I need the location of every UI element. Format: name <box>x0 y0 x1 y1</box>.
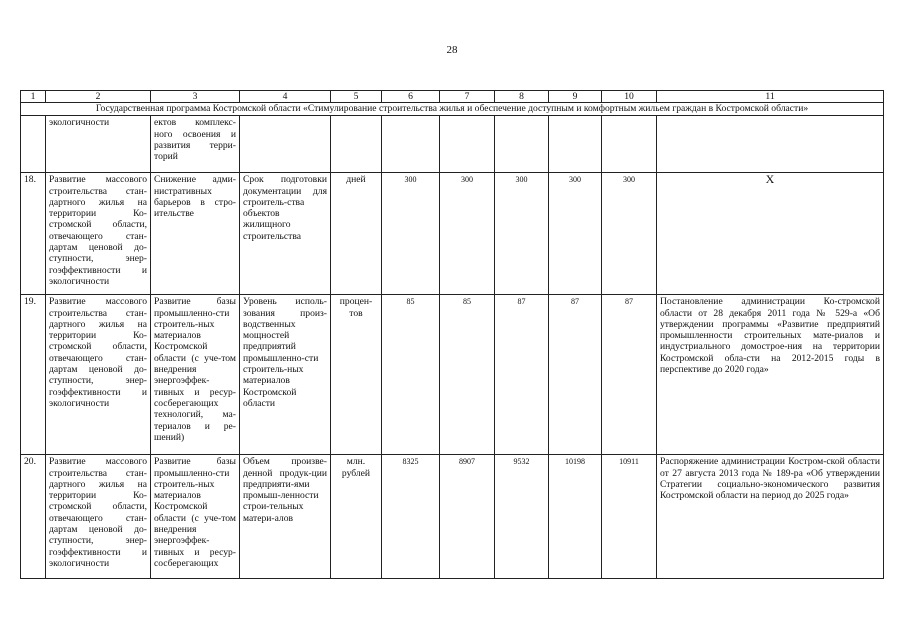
header-cell: 8 <box>495 91 549 103</box>
value-cell: 300 <box>495 173 549 295</box>
indicator-cell: Объем произве-денной продук-ции предприяти-ями промыш-ленности строи-тельных матери-алов <box>240 455 331 579</box>
value-cell: 87 <box>549 295 602 455</box>
basis-cell: Постановление администрации Ко-стромской области от 28 декабря 2011 года № 529-а «Об утверждении программы «Развитие предприятий промышленности строительных мате-риалов и индустриального домострое-ния на территории Костромской обла-сти на 2012-2015 годы в перспективе до 2020 года» <box>657 295 884 455</box>
program-title: Государственная программа Костромской области «Стимулирование строительства жилья и обеспечение доступным и комфортным жильем граждан в Костромской области» <box>21 103 884 116</box>
unit-cell: дней <box>331 173 382 295</box>
value-cell: 87 <box>495 295 549 455</box>
task-cell: ектов комплекс-ного освоения и развития терри-торий <box>151 116 240 173</box>
header-cell: 9 <box>549 91 602 103</box>
header-cell: 6 <box>382 91 440 103</box>
header-cell: 1 <box>21 91 46 103</box>
task-cell: Развитие базы промышленно-сти строитель-ных материалов Костромской области (с уче-том внедрения энергоэффек-тивных и ресур-сосберегающих технологий, ма-териалов и ре-шений) <box>151 295 240 455</box>
header-cell: 4 <box>240 91 331 103</box>
row-number: 20. <box>21 455 46 579</box>
table-row <box>21 173 884 295</box>
value-cell: 300 <box>382 173 440 295</box>
value-cell: 9532 <box>495 455 549 579</box>
indicators-table <box>20 90 884 579</box>
value-cell <box>495 116 549 173</box>
row-number: 19. <box>21 295 46 455</box>
basis-cell: Распоряжение администрации Костром-ской области от 27 августа 2013 года № 189-ра «Об утверждении Стратегии социально-экономического развития Костромской области на период до 2025 года» <box>657 455 884 579</box>
unit-cell <box>331 116 382 173</box>
header-cell: 7 <box>440 91 495 103</box>
header-cell: 11 <box>657 91 884 103</box>
goal-cell: экологичности <box>46 116 151 173</box>
header-cell: 2 <box>46 91 151 103</box>
num-cell <box>21 116 46 173</box>
basis-cell: X <box>657 173 884 295</box>
header-cell: 10 <box>602 91 657 103</box>
indicator-cell: Срок подготовки документации для строитель-ства объектов жилищного строительства <box>240 173 331 295</box>
header-cell: 5 <box>331 91 382 103</box>
goal-cell: Развитие массового строительства стан-дартного жилья на территории Ко-стромской области, отвечающего стан-дартам ценовой до-ступности, энер-гоэффективности и экологичности <box>46 455 151 579</box>
header-row <box>21 91 884 103</box>
value-cell <box>440 116 495 173</box>
unit-cell: процен-тов <box>331 295 382 455</box>
value-cell: 300 <box>440 173 495 295</box>
value-cell <box>382 116 440 173</box>
row-number: 18. <box>21 173 46 295</box>
value-cell: 87 <box>602 295 657 455</box>
indicator-cell <box>240 116 331 173</box>
value-cell: 10911 <box>602 455 657 579</box>
value-cell: 300 <box>549 173 602 295</box>
value-cell: 8325 <box>382 455 440 579</box>
program-title-row <box>21 103 884 116</box>
value-cell <box>602 116 657 173</box>
table-row <box>21 455 884 579</box>
basis-cell <box>657 116 884 173</box>
table-row <box>21 295 884 455</box>
value-cell: 300 <box>602 173 657 295</box>
value-cell: 85 <box>440 295 495 455</box>
continuation-row <box>21 116 884 173</box>
value-cell: 85 <box>382 295 440 455</box>
value-cell: 8907 <box>440 455 495 579</box>
task-cell: Снижение адми-нистративных барьеров в стро-ительстве <box>151 173 240 295</box>
task-cell: Развитие базы промышленно-сти строитель-ных материалов Костромской области (с уче-том внедрения энергоэффек-тивных и ресур-сосберегающих <box>151 455 240 579</box>
header-cell: 3 <box>151 91 240 103</box>
indicator-cell: Уровень исполь-зования произ-водственных мощностей предприятий промышленно-сти строитель-ных материалов Костромской области <box>240 295 331 455</box>
value-cell <box>549 116 602 173</box>
goal-cell: Развитие массового строительства стан-дартного жилья на территории Ко-стромской области, отвечающего стан-дартам ценовой до-ступности, энер-гоэффективности и экологичности <box>46 295 151 455</box>
goal-cell: Развитие массового строительства стан-дартного жилья на территории Ко-стромской области, отвечающего стан-дартам ценовой до-ступности, энер-гоэффективности и экологичности <box>46 173 151 295</box>
page-number: 28 <box>446 44 458 56</box>
value-cell: 10198 <box>549 455 602 579</box>
unit-cell: млн. рублей <box>331 455 382 579</box>
